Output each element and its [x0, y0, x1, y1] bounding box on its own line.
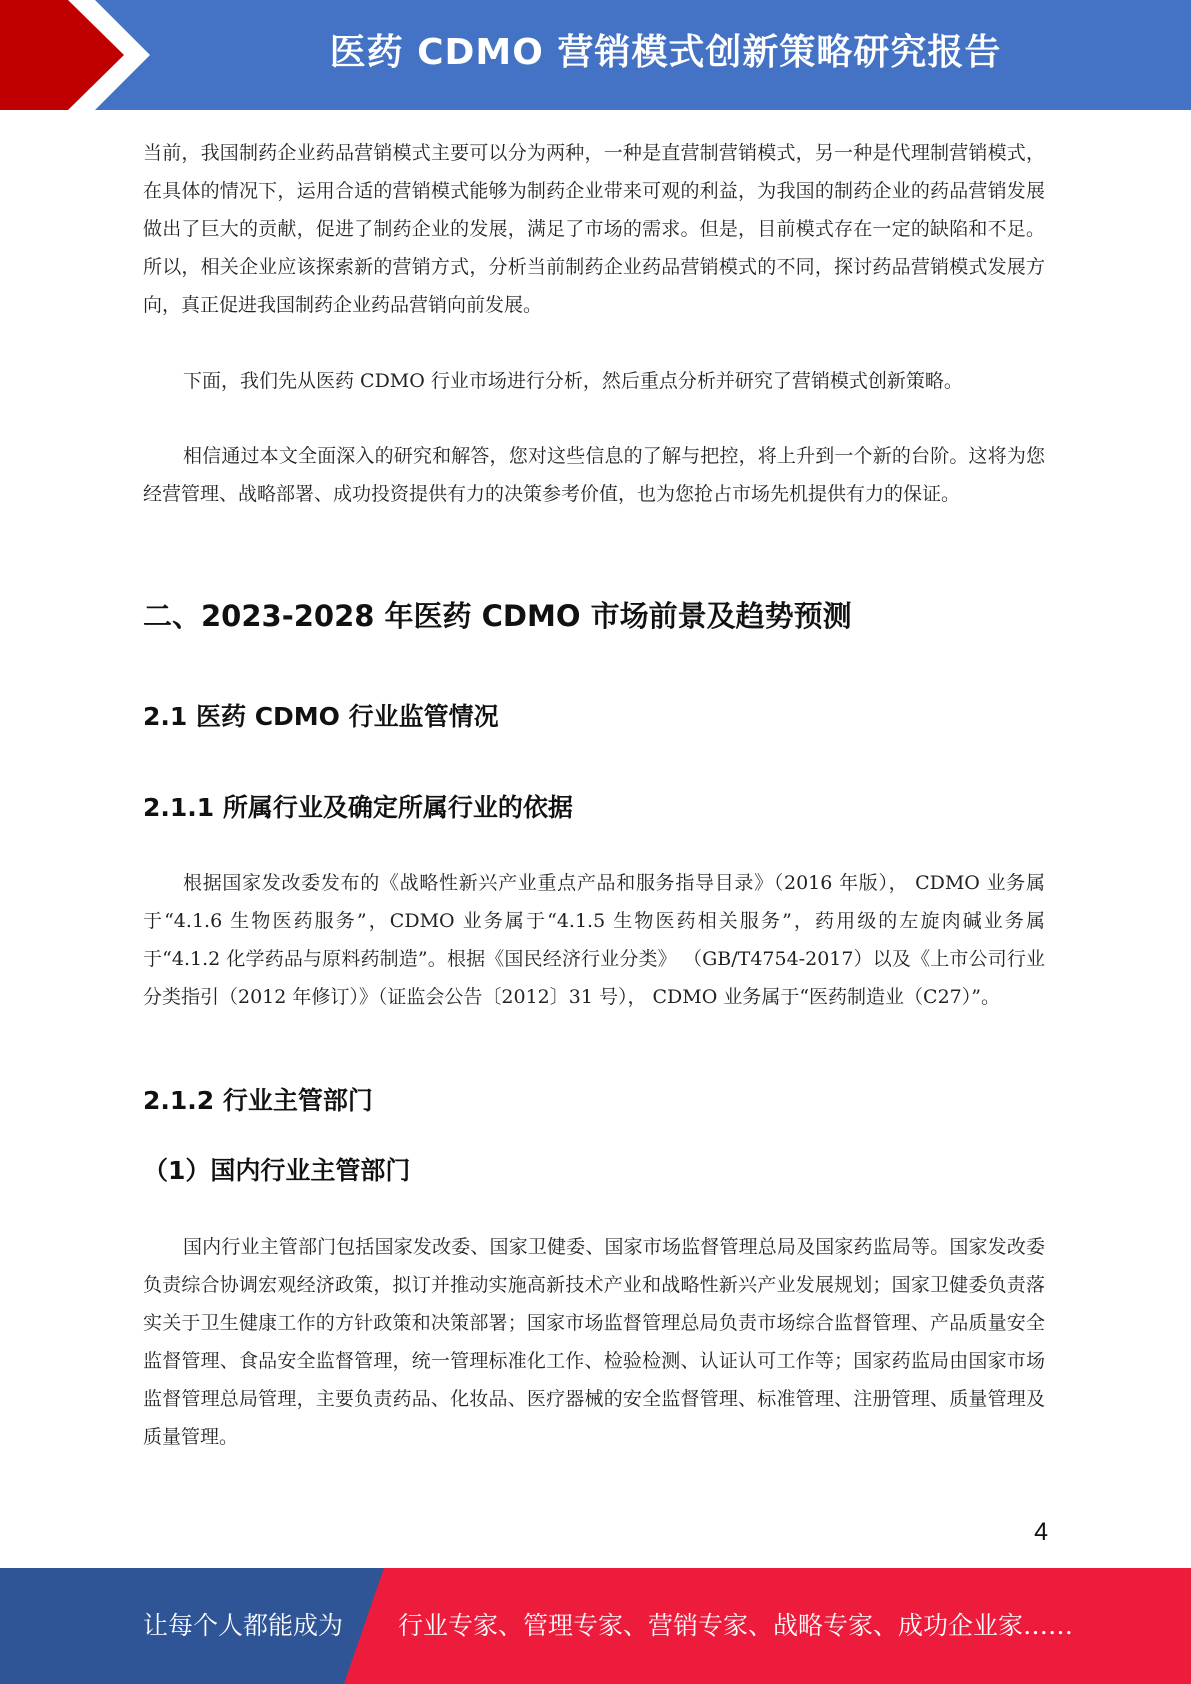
footer-slogan-right: 行业专家、管理专家、营销专家、战略专家、成功企业家……	[398, 1611, 1074, 1640]
report-title: 医药 CDMO 营销模式创新策略研究报告	[329, 32, 1002, 73]
footer-slogan-left: 让每个人都能成为	[143, 1611, 344, 1640]
intro-paragraph: 当前，我国制药企业药品营销模式主要可以分为两种，一种是直营制营销模式，另一种是代理制营销模式，在具体的情况下，运用合适的营销模式能够为制药企业带来可观的利益，为我国的制药企业的药品营销发展做出了巨大的贡献，促进了制药企业的发展，满足了市场的需求。但是，目前模式存在一定的缺陷和不足。所以，相关企业应该探索新的营销方式，分析当前制药企业药品营销模式的不同，探讨药品营销模式发展方向，真正促进我国制药企业药品营销向前发展。	[143, 142, 1045, 316]
page-header	[0, 0, 1191, 110]
header-chevron-decoration	[0, 0, 200, 110]
value-paragraph: 相信通过本文全面深入的研究和解答，您对这些信息的了解与把控，将上升到一个新的台阶。这将为您经营管理、战略部署、成功投资提供有力的决策参考价值，也为您抢占市场先机提供有力的保证。	[143, 445, 1045, 505]
subsection-heading-2-1-1: 2.1.1 所属行业及确定所属行业的依据	[143, 793, 573, 822]
page-footer	[0, 1568, 1191, 1684]
authorities-paragraph: 国内行业主管部门包括国家发改委、国家卫健委、国家市场监督管理总局及国家药监局等。国家发改委负责综合协调宏观经济政策，拟订并推动实施高新技术产业和战略性新兴产业发展规划；国家卫健委负责落实关于卫生健康工作的方针政策和决策部署；国家市场监督管理总局负责市场综合监督管理、产品质量安全监督管理、食品安全监督管理，统一管理标准化工作、检验检测、认证认可工作等；国家药监局由国家市场监督管理总局管理，主要负责药品、化妆品、医疗器械的安全监督管理、标准管理、注册管理、质量管理及质量管理。	[143, 1236, 1045, 1448]
subsection-heading-domestic-authorities: （1）国内行业主管部门	[143, 1156, 411, 1185]
subsection-heading-2-1-2: 2.1.2 行业主管部门	[143, 1086, 373, 1115]
overview-paragraph: 下面，我们先从医药 CDMO 行业市场进行分析，然后重点分析并研究了营销模式创新策略。	[183, 370, 963, 392]
section-heading: 二、2023-2028 年医药 CDMO 市场前景及趋势预测	[143, 599, 852, 633]
page-number: 4	[1034, 1518, 1048, 1546]
industry-classification-paragraph: 根据国家发改委发布的《战略性新兴产业重点产品和服务指导目录》（2016 年版）， CDMO 业务属于“4.1.6 生物医药服务”，CDMO 业务属于“4.1.5 生物医药相关服务”，药用级的左旋肉碱业务属于“4.1.2 化学药品与原料药制造”。根据《国民经济行业分类》 （GB/T4754-2017）以及《上市公司行业分类指引（2012 年修订）》（证监会公告〔2012〕31 号）， CDMO 业务属于“医药制造业（C27）”。	[143, 872, 1045, 1008]
subsection-heading-2-1: 2.1 医药 CDMO 行业监管情况	[143, 702, 499, 731]
